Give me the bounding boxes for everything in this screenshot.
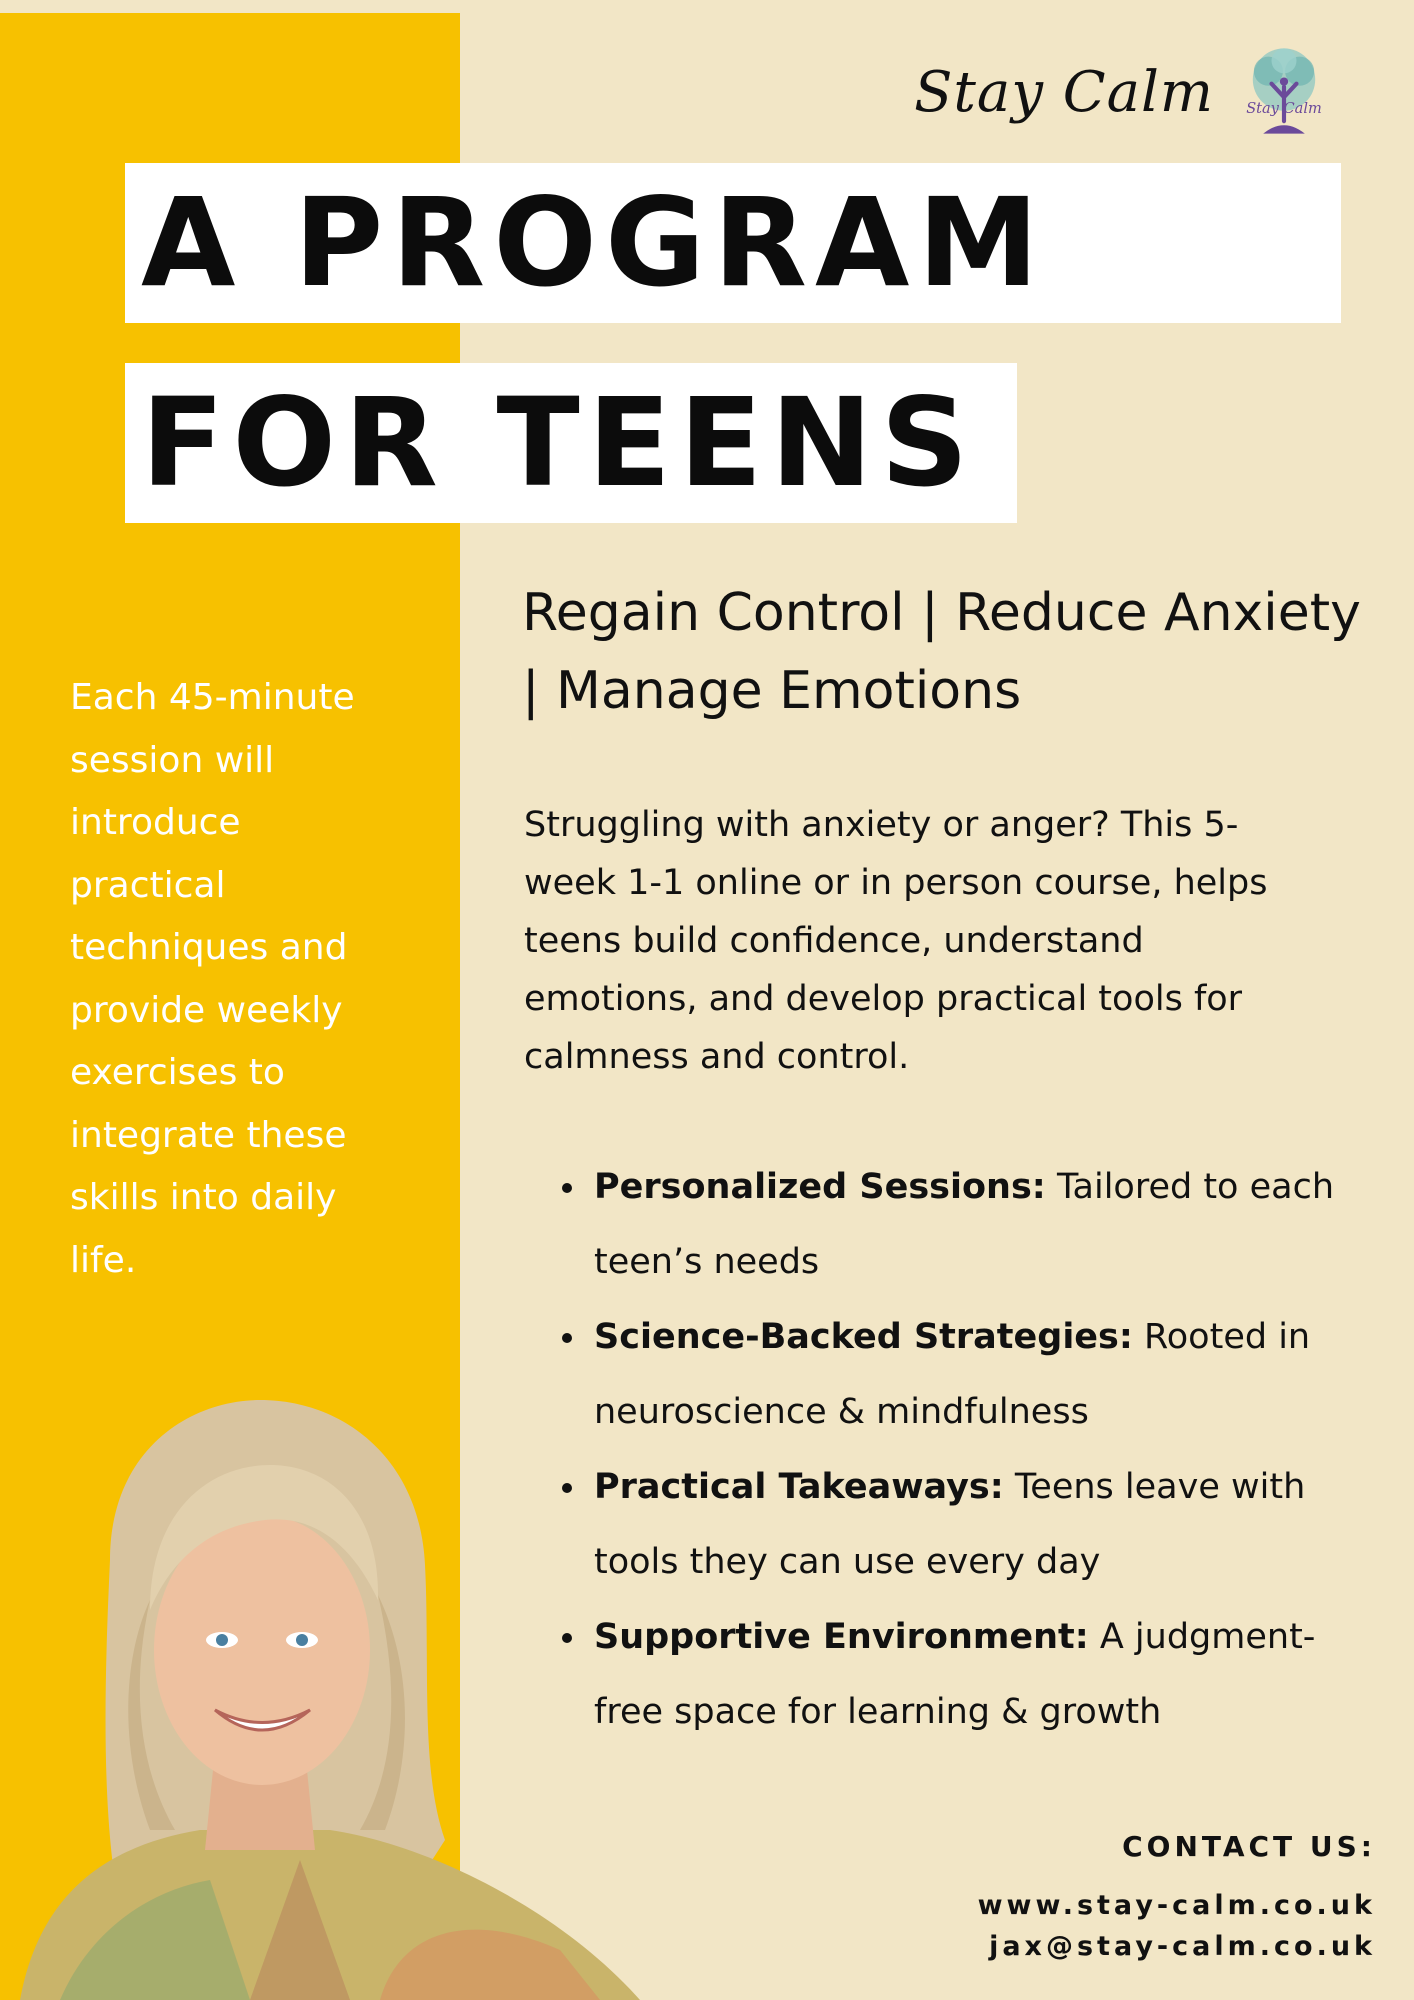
bullet-dot-icon bbox=[562, 1333, 572, 1343]
bullet-label: Science-Backed Strategies: bbox=[594, 1317, 1133, 1357]
bullet-label: Practical Takeaways: bbox=[594, 1467, 1004, 1507]
bullet-label: Personalized Sessions: bbox=[594, 1167, 1046, 1207]
intro-paragraph: Struggling with anxiety or anger? This 5-week 1-1 online or in person course, helps teens build confidence, understand emotions, and develop practical tools for calmness and control. bbox=[524, 805, 1268, 1077]
portrait-photo bbox=[0, 1390, 680, 2000]
tagline: Regain Control | Reduce Anxiety | Manage Emotions bbox=[522, 583, 1361, 721]
contact-heading: CONTACT US: bbox=[1122, 1830, 1376, 1863]
title-line-2: FOR TEENS bbox=[125, 363, 1017, 523]
logo-text: Stay Calm bbox=[1246, 99, 1322, 117]
brand-name: Stay Calm bbox=[914, 59, 1214, 125]
email-link[interactable]: jax@stay-calm.co.uk bbox=[989, 1931, 1376, 1962]
bullet-label: Supportive Environment: bbox=[594, 1617, 1089, 1657]
title-line-1: A PROGRAM bbox=[125, 163, 1341, 323]
bullet-text: A judgment-free space for learning & growth bbox=[594, 1617, 1316, 1732]
bullet-text: Rooted in neuroscience & mindfulness bbox=[594, 1317, 1311, 1432]
bullet-dot-icon bbox=[562, 1183, 572, 1193]
bullet-text: Tailored to each teen’s needs bbox=[594, 1167, 1334, 1282]
website-link[interactable]: www.stay-calm.co.uk bbox=[977, 1890, 1376, 1921]
session-description: Each 45-minute session will introduce practical techniques and provide weekly exercises to integrate these skills into daily life. bbox=[70, 677, 355, 1281]
tree-figure-logo-icon bbox=[1232, 40, 1336, 144]
list-item bbox=[524, 1150, 1344, 1300]
brand-header bbox=[914, 40, 1336, 144]
bullet-text: Teens leave with tools they can use every day bbox=[594, 1467, 1306, 1582]
